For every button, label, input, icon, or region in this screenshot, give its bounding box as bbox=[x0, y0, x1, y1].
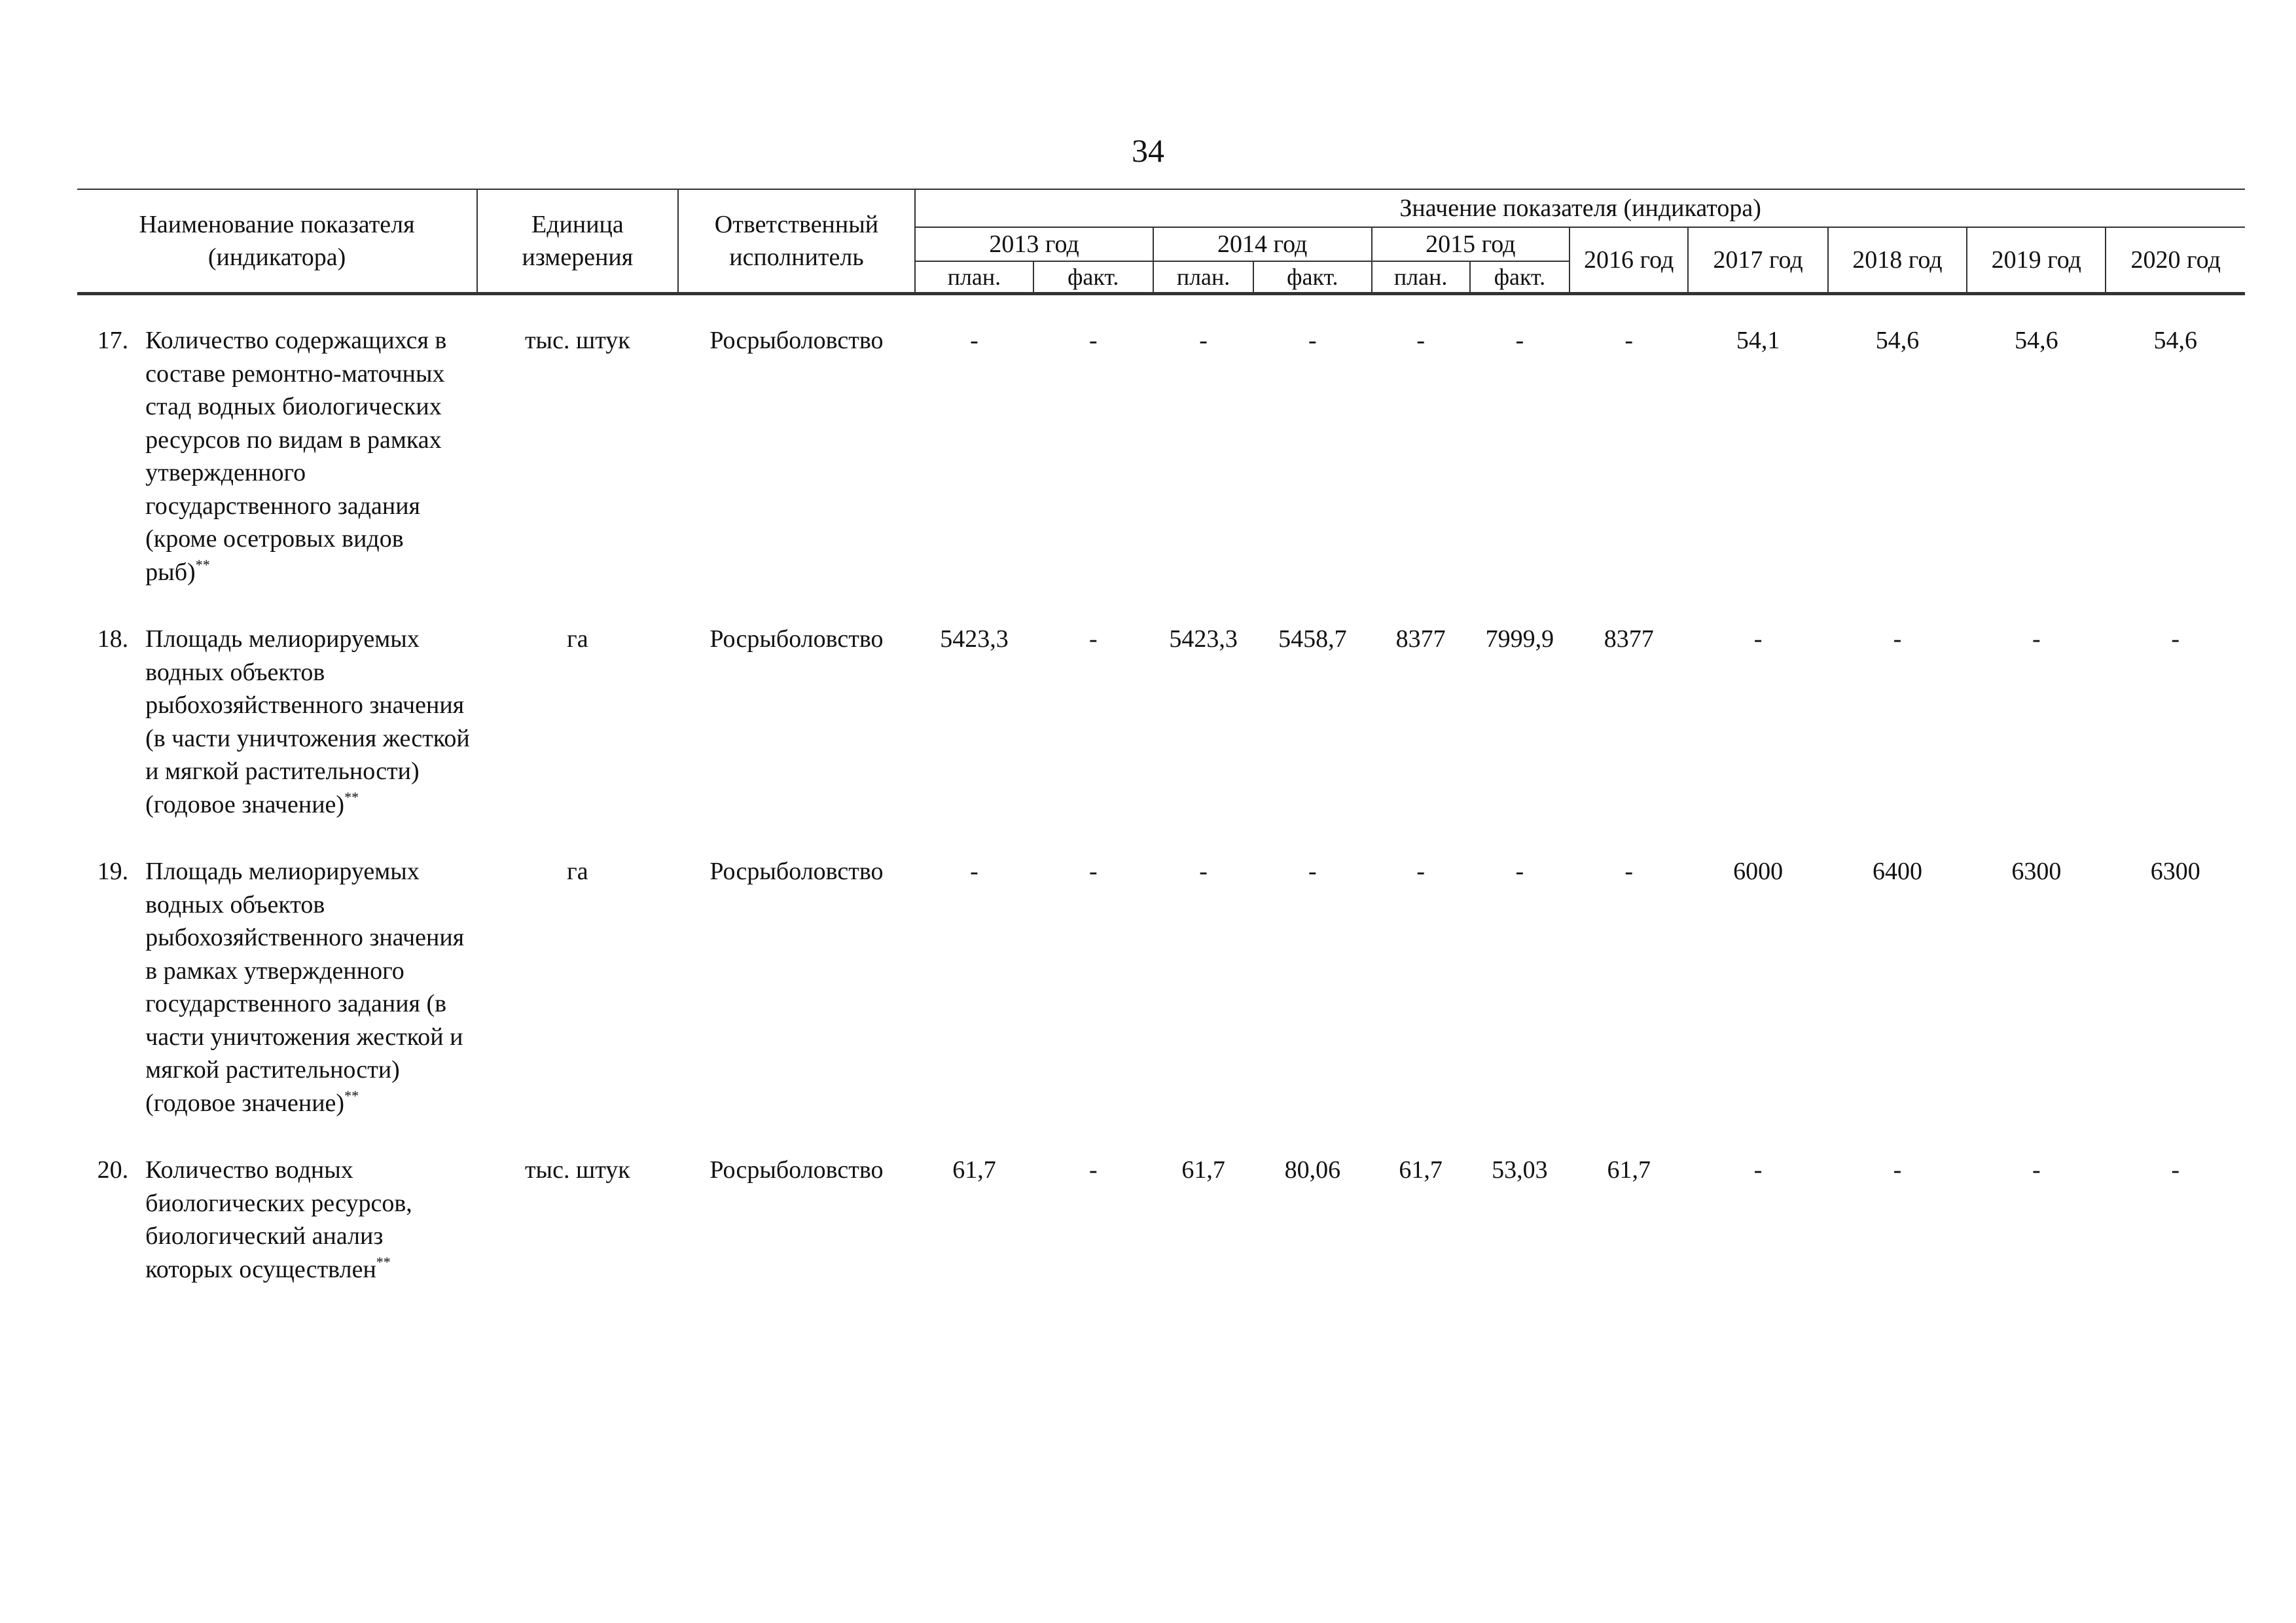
value-cell: 6400 bbox=[1872, 858, 1922, 885]
header-2015-plan: план. bbox=[1372, 261, 1470, 293]
value-cell: 54,6 bbox=[2153, 327, 2197, 354]
value-cell: - bbox=[1199, 858, 1208, 885]
table-row bbox=[77, 324, 2245, 623]
value-cell: - bbox=[1624, 327, 1634, 354]
header-name: Наименование показателя (индикатора) bbox=[77, 190, 477, 293]
row-executor: Росрыболовство bbox=[709, 1156, 884, 1184]
indicator-name-text: Количество содержащихся в составе ремонтно-маточных стад водных биологических ресурсов по видам в рамках утвержденного государственного задания (кроме осетровых видов рыб) bbox=[145, 327, 447, 586]
value-cell: 5423,3 bbox=[940, 625, 1009, 653]
footnote-mark: ** bbox=[195, 556, 210, 573]
value-cell: - bbox=[1515, 858, 1524, 885]
row-indicator-name bbox=[137, 855, 477, 1154]
value-cell: 6000 bbox=[1733, 858, 1784, 885]
value-cell: - bbox=[970, 858, 978, 885]
indicator-name-text: Количество водных биологических ресурсов, биологический анализ которых осуществлен bbox=[145, 1156, 412, 1283]
header-2013: 2013 год bbox=[915, 227, 1153, 261]
header-2017: 2017 год bbox=[1688, 227, 1827, 293]
value-cell: - bbox=[1753, 1156, 1763, 1184]
value-cell: - bbox=[1416, 327, 1425, 354]
value-cell: - bbox=[2171, 1156, 2180, 1184]
footnote-mark: ** bbox=[344, 1087, 359, 1104]
value-cell: - bbox=[1893, 625, 1902, 653]
value-cell: 54,6 bbox=[2015, 327, 2058, 354]
value-cell: - bbox=[970, 327, 978, 354]
header-2019: 2019 год bbox=[1967, 227, 2106, 293]
row-number: 19. bbox=[97, 858, 129, 885]
header-executor: Ответственный исполнитель bbox=[678, 190, 916, 293]
footnote-mark: ** bbox=[344, 788, 359, 805]
value-cell: - bbox=[1088, 858, 1098, 885]
row-indicator-name bbox=[137, 324, 477, 623]
value-cell: 54,1 bbox=[1736, 327, 1780, 354]
header-2014-fact: факт. bbox=[1253, 261, 1371, 293]
value-cell: - bbox=[1088, 1156, 1098, 1184]
value-cell: 7999,9 bbox=[1485, 625, 1554, 653]
header-2018: 2018 год bbox=[1828, 227, 1967, 293]
row-executor: Росрыболовство bbox=[709, 625, 884, 653]
row-number: 20. bbox=[97, 1156, 129, 1184]
value-cell: - bbox=[1893, 1156, 1902, 1184]
value-cell: 61,7 bbox=[1607, 1156, 1651, 1184]
footnote-mark: ** bbox=[376, 1253, 391, 1270]
value-cell: 6300 bbox=[2150, 858, 2200, 885]
header-2016: 2016 год bbox=[1570, 227, 1688, 293]
value-cell: - bbox=[1308, 858, 1317, 885]
value-cell: - bbox=[2032, 625, 2041, 653]
row-number: 17. bbox=[97, 327, 129, 354]
indicator-name-text: Площадь мелиорируемых водных объектов рыбохозяйственного значения (в части уничтожения жесткой и мягкой растительности) (годовое значение) bbox=[145, 625, 470, 818]
value-cell: - bbox=[1088, 625, 1098, 653]
table-header-bottom-rule bbox=[77, 293, 2245, 295]
value-cell: 5423,3 bbox=[1169, 625, 1238, 653]
header-2013-plan: план. bbox=[915, 261, 1033, 293]
value-cell: - bbox=[1624, 858, 1634, 885]
value-cell: - bbox=[1199, 327, 1208, 354]
table-header bbox=[77, 190, 2245, 293]
page-number: 34 bbox=[1132, 132, 1164, 169]
header-2020: 2020 год bbox=[2106, 227, 2245, 293]
value-cell: 8377 bbox=[1604, 625, 1654, 653]
row-executor: Росрыболовство bbox=[709, 858, 884, 885]
row-unit: га bbox=[567, 858, 588, 885]
value-cell: - bbox=[1308, 327, 1317, 354]
value-cell: - bbox=[2032, 1156, 2041, 1184]
row-indicator-name bbox=[137, 623, 477, 855]
header-value-group: Значение показателя (индикатора) bbox=[915, 190, 2245, 227]
value-cell: - bbox=[1753, 625, 1763, 653]
value-cell: - bbox=[1416, 858, 1425, 885]
value-cell: - bbox=[1515, 327, 1524, 354]
row-executor: Росрыболовство bbox=[709, 327, 884, 354]
row-indicator-name bbox=[137, 1154, 477, 1320]
value-cell: 54,6 bbox=[1875, 327, 1920, 354]
row-number: 18. bbox=[97, 625, 129, 653]
value-cell: 80,06 bbox=[1284, 1156, 1341, 1184]
indicator-name-text: Площадь мелиорируемых водных объектов рыбохозяйственного значения в рамках утвержденного государственного задания (в части уничтожения жесткой и мягкой растительности) (годовое значение) bbox=[145, 858, 465, 1117]
table-row bbox=[77, 855, 2245, 1154]
value-cell: 61,7 bbox=[1399, 1156, 1443, 1184]
header-2014: 2014 год bbox=[1153, 227, 1372, 261]
header-2013-fact: факт. bbox=[1033, 261, 1153, 293]
header-2014-plan: план. bbox=[1153, 261, 1253, 293]
row-unit: тыс. штук bbox=[524, 1156, 630, 1184]
value-cell: 61,7 bbox=[952, 1156, 996, 1184]
table-row bbox=[77, 1154, 2245, 1320]
row-unit: га bbox=[567, 625, 588, 653]
table-body bbox=[77, 324, 2245, 1320]
header-unit: Единица измерения bbox=[477, 190, 678, 293]
value-cell: - bbox=[1088, 327, 1098, 354]
row-unit: тыс. штук bbox=[524, 327, 630, 354]
value-cell: 61,7 bbox=[1181, 1156, 1225, 1184]
value-cell: - bbox=[2171, 625, 2180, 653]
value-cell: 5458,7 bbox=[1278, 625, 1347, 653]
value-cell: 6300 bbox=[2011, 858, 2062, 885]
value-cell: 53,03 bbox=[1492, 1156, 1548, 1184]
header-2015: 2015 год bbox=[1372, 227, 1570, 261]
value-cell: 8377 bbox=[1395, 625, 1446, 653]
table-row bbox=[77, 623, 2245, 855]
header-2015-fact: факт. bbox=[1470, 261, 1570, 293]
